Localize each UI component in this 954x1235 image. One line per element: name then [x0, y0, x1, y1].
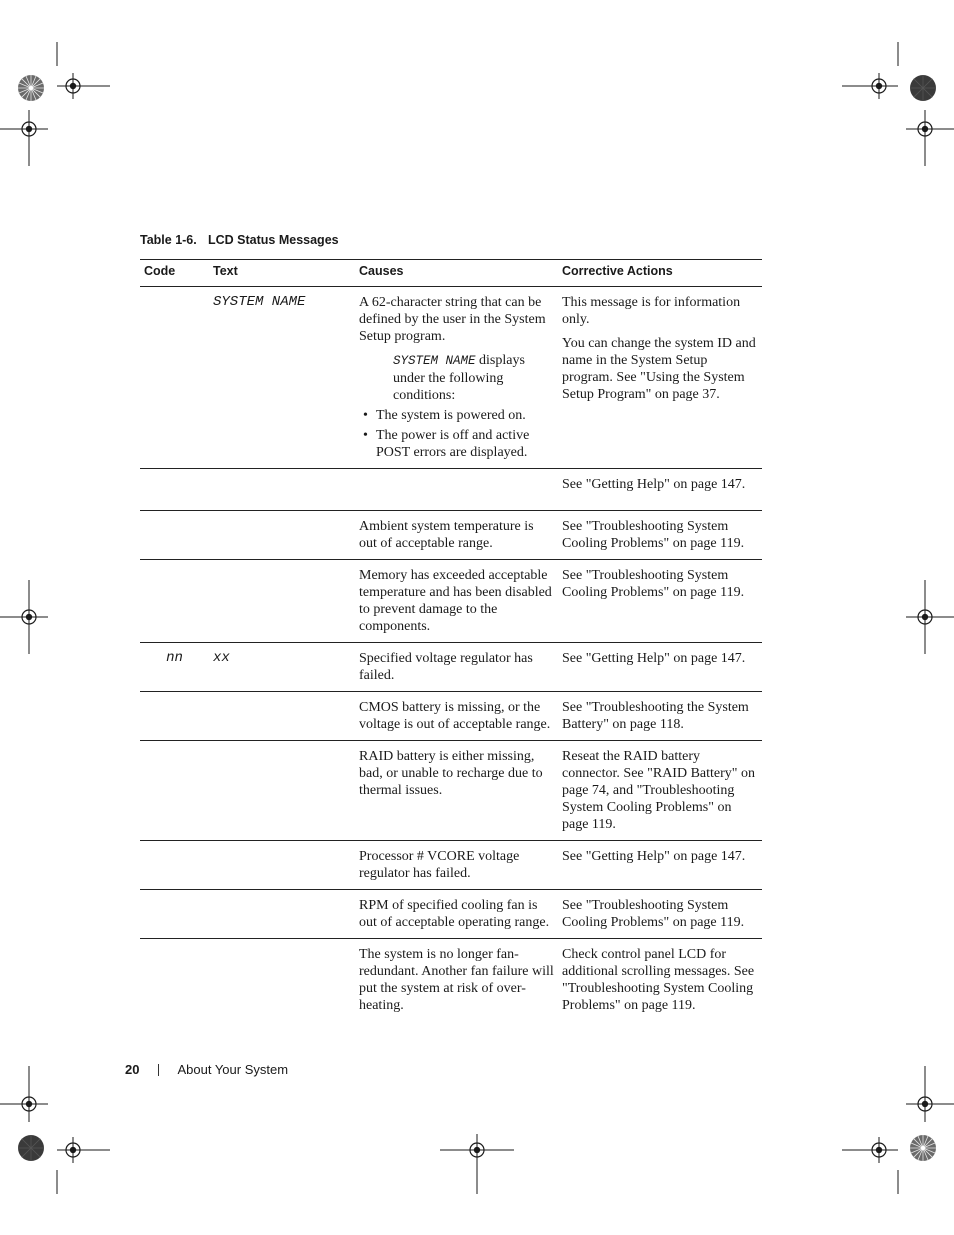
cell-cause [355, 469, 558, 511]
cell-action: See "Troubleshooting System Cooling Problems" on page 119. [558, 890, 762, 939]
cell-code: nn [140, 643, 209, 692]
cell-text: SYSTEM NAME [209, 287, 355, 469]
cell-action [558, 287, 762, 469]
cell-code [140, 511, 209, 560]
cell-text [209, 469, 355, 511]
cell-text [209, 560, 355, 643]
cell-code [140, 560, 209, 643]
table-row [140, 692, 762, 741]
cell-code [140, 939, 209, 1022]
cell-code [140, 841, 209, 890]
cell-cause: Memory has exceeded acceptable temperature and has been disabled to prevent damage to the components. [355, 560, 558, 643]
cell-action: Reseat the RAID battery connector. See "RAID Battery" on page 74, and "Troubleshooting System Cooling Problems" on page 119. [558, 741, 762, 841]
footer-divider [158, 1064, 159, 1076]
cell-text [209, 939, 355, 1022]
cell-code [140, 692, 209, 741]
cell-cause: CMOS battery is missing, or the voltage is out of acceptable range. [355, 692, 558, 741]
cell-cause: Ambient system temperature is out of acceptable range. [355, 511, 558, 560]
cause-mono: SYSTEM NAME [393, 354, 476, 368]
cell-text [209, 692, 355, 741]
cell-action: See "Troubleshooting System Cooling Problems" on page 119. [558, 560, 762, 643]
table-row [140, 890, 762, 939]
cell-text: xx [209, 643, 355, 692]
table-row [140, 741, 762, 841]
cell-text [209, 890, 355, 939]
table-row [140, 511, 762, 560]
cell-action: See "Getting Help" on page 147. [558, 841, 762, 890]
table-caption [140, 233, 339, 247]
cell-action: See "Getting Help" on page 147. [558, 643, 762, 692]
cell-code [140, 469, 209, 511]
page-footer [125, 1062, 288, 1077]
cell-cause: Processor # VCORE voltage regulator has failed. [355, 841, 558, 890]
table-row [140, 643, 762, 692]
cell-code [140, 890, 209, 939]
cell-cause: RPM of specified cooling fan is out of acceptable operating range. [355, 890, 558, 939]
cell-action: Check control panel LCD for additional scrolling messages. See "Troubleshooting System Cooling Problems" on page 119. [562, 947, 755, 1013]
cell-action: See "Getting Help" on page 147. [558, 469, 762, 511]
cause-conditions [359, 352, 554, 404]
cell-code [140, 741, 209, 841]
header-actions: Corrective Actions [558, 260, 762, 287]
cell-action: See "Troubleshooting System Cooling Problems" on page 119. [558, 511, 762, 560]
lcd-status-table [140, 259, 762, 1021]
cell-action: See "Troubleshooting the System Battery" on page 118. [558, 692, 762, 741]
header-text: Text [209, 260, 355, 287]
cell-text [209, 841, 355, 890]
page-number: 20 [125, 1062, 140, 1077]
table-row [140, 939, 762, 1022]
cell-cause: Specified voltage regulator has failed. [355, 643, 558, 692]
cell-text [209, 741, 355, 841]
cell-cause: RAID battery is either missing, bad, or unable to recharge due to thermal issues. [355, 741, 558, 841]
table-row [140, 469, 762, 511]
action-paragraph: This message is for information only. [562, 295, 741, 327]
table-row [140, 560, 762, 643]
table-number: Table 1-6. [140, 233, 197, 247]
cause-tail: displays under the following conditions: [393, 353, 525, 403]
list-item: • The power is off and active POST errors are displayed. [359, 427, 554, 461]
table-title: LCD Status Messages [208, 233, 339, 247]
cell-code [140, 287, 209, 469]
list-item: • The system is powered on. [359, 407, 554, 424]
footer-section: About Your System [177, 1062, 289, 1077]
cause-bullets [359, 407, 554, 461]
header-causes: Causes [355, 260, 558, 287]
cause-intro: A 62-character string that can be defined by the user in the System Setup program. [359, 295, 546, 344]
table-row [140, 841, 762, 890]
table-header-row [140, 260, 762, 287]
cell-cause: The system is no longer fan-redundant. Another fan failure will put the system at risk of over-heating. [359, 947, 554, 1013]
cell-cause [355, 287, 558, 469]
table-row [140, 287, 762, 469]
header-code: Code [140, 260, 209, 287]
action-paragraph: You can change the system ID and name in the System Setup program. See "Using the System Setup Program" on page 37. [562, 336, 756, 402]
cell-text [209, 511, 355, 560]
